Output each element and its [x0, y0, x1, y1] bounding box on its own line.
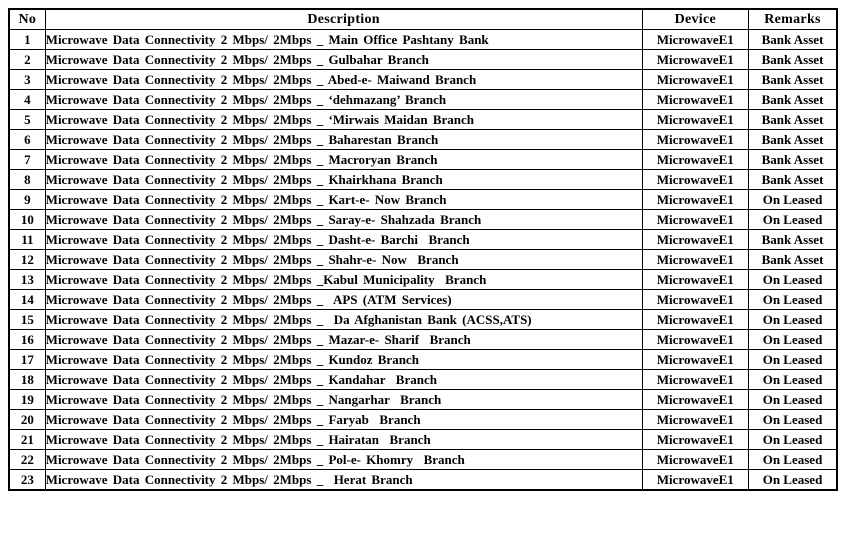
- column-header-device: Device: [642, 9, 749, 30]
- cell-description: Microwave Data Connectivity 2 Mbps/ 2Mbps _ Hairatan Branch: [45, 430, 642, 450]
- cell-device: MicrowaveE1: [642, 190, 749, 210]
- cell-device: MicrowaveE1: [642, 170, 749, 190]
- table-row: [9, 350, 837, 370]
- cell-remarks: On Leased: [749, 310, 837, 330]
- column-header-description: Description: [45, 9, 642, 30]
- cell-remarks: On Leased: [749, 350, 837, 370]
- cell-remarks: On Leased: [749, 290, 837, 310]
- cell-device: MicrowaveE1: [642, 50, 749, 70]
- column-header-remarks: Remarks: [749, 9, 837, 30]
- table-row: [9, 130, 837, 150]
- cell-description: Microwave Data Connectivity 2 Mbps/ 2Mbps _ APS (ATM Services): [45, 290, 642, 310]
- cell-description: Microwave Data Connectivity 2 Mbps/ 2Mbps _ Faryab Branch: [45, 410, 642, 430]
- cell-no: 9: [9, 190, 45, 210]
- cell-description: Microwave Data Connectivity 2 Mbps/ 2Mbps _ ‘Mirwais Maidan Branch: [45, 110, 642, 130]
- cell-no: 5: [9, 110, 45, 130]
- cell-remarks: On Leased: [749, 410, 837, 430]
- cell-device: MicrowaveE1: [642, 410, 749, 430]
- cell-no: 13: [9, 270, 45, 290]
- cell-no: 6: [9, 130, 45, 150]
- table-row: [9, 310, 837, 330]
- cell-device: MicrowaveE1: [642, 250, 749, 270]
- cell-description: Microwave Data Connectivity 2 Mbps/ 2Mbps _Kabul Municipality Branch: [45, 270, 642, 290]
- cell-device: MicrowaveE1: [642, 450, 749, 470]
- cell-device: MicrowaveE1: [642, 470, 749, 491]
- cell-no: 15: [9, 310, 45, 330]
- cell-description: Microwave Data Connectivity 2 Mbps/ 2Mbps _ Kandahar Branch: [45, 370, 642, 390]
- cell-description: Microwave Data Connectivity 2 Mbps/ 2Mbps _ Kundoz Branch: [45, 350, 642, 370]
- cell-no: 12: [9, 250, 45, 270]
- cell-description: Microwave Data Connectivity 2 Mbps/ 2Mbps _ Pol-e- Khomry Branch: [45, 450, 642, 470]
- cell-description: Microwave Data Connectivity 2 Mbps/ 2Mbps _ Gulbahar Branch: [45, 50, 642, 70]
- cell-description: Microwave Data Connectivity 2 Mbps/ 2Mbps _ Shahr-e- Now Branch: [45, 250, 642, 270]
- table-row: [9, 110, 837, 130]
- cell-no: 3: [9, 70, 45, 90]
- table-row: [9, 450, 837, 470]
- cell-device: MicrowaveE1: [642, 330, 749, 350]
- cell-description: Microwave Data Connectivity 2 Mbps/ 2Mbps _ Macroryan Branch: [45, 150, 642, 170]
- cell-description: Microwave Data Connectivity 2 Mbps/ 2Mbps _ Herat Branch: [45, 470, 642, 491]
- table-row: [9, 50, 837, 70]
- cell-no: 11: [9, 230, 45, 250]
- table-row: [9, 410, 837, 430]
- cell-remarks: On Leased: [749, 270, 837, 290]
- cell-description: Microwave Data Connectivity 2 Mbps/ 2Mbps _ Mazar-e- Sharif Branch: [45, 330, 642, 350]
- cell-device: MicrowaveE1: [642, 230, 749, 250]
- cell-description: Microwave Data Connectivity 2 Mbps/ 2Mbps _ Saray-e- Shahzada Branch: [45, 210, 642, 230]
- cell-no: 10: [9, 210, 45, 230]
- cell-device: MicrowaveE1: [642, 390, 749, 410]
- cell-description: Microwave Data Connectivity 2 Mbps/ 2Mbps _ Abed-e- Maiwand Branch: [45, 70, 642, 90]
- cell-remarks: On Leased: [749, 430, 837, 450]
- cell-no: 2: [9, 50, 45, 70]
- cell-device: MicrowaveE1: [642, 210, 749, 230]
- cell-no: 18: [9, 370, 45, 390]
- cell-no: 17: [9, 350, 45, 370]
- cell-remarks: Bank Asset: [749, 50, 837, 70]
- table-row: [9, 270, 837, 290]
- cell-no: 16: [9, 330, 45, 350]
- table-header-row: [9, 9, 837, 30]
- cell-description: Microwave Data Connectivity 2 Mbps/ 2Mbps _ Main Office Pashtany Bank: [45, 30, 642, 50]
- connectivity-table: [8, 8, 838, 491]
- cell-device: MicrowaveE1: [642, 290, 749, 310]
- cell-device: MicrowaveE1: [642, 430, 749, 450]
- table-row: [9, 250, 837, 270]
- table-row: [9, 210, 837, 230]
- table-row: [9, 170, 837, 190]
- cell-device: MicrowaveE1: [642, 110, 749, 130]
- cell-remarks: On Leased: [749, 450, 837, 470]
- cell-description: Microwave Data Connectivity 2 Mbps/ 2Mbps _ Da Afghanistan Bank (ACSS,ATS): [45, 310, 642, 330]
- cell-device: MicrowaveE1: [642, 350, 749, 370]
- cell-description: Microwave Data Connectivity 2 Mbps/ 2Mbps _ ‘dehmazang’ Branch: [45, 90, 642, 110]
- cell-remarks: Bank Asset: [749, 30, 837, 50]
- table-row: [9, 390, 837, 410]
- cell-device: MicrowaveE1: [642, 70, 749, 90]
- table-row: [9, 230, 837, 250]
- cell-no: 8: [9, 170, 45, 190]
- column-header-no: No: [9, 9, 45, 30]
- cell-remarks: On Leased: [749, 190, 837, 210]
- cell-remarks: Bank Asset: [749, 70, 837, 90]
- cell-device: MicrowaveE1: [642, 310, 749, 330]
- cell-remarks: Bank Asset: [749, 170, 837, 190]
- cell-description: Microwave Data Connectivity 2 Mbps/ 2Mbps _ Khairkhana Branch: [45, 170, 642, 190]
- cell-no: 7: [9, 150, 45, 170]
- cell-remarks: On Leased: [749, 390, 837, 410]
- cell-no: 1: [9, 30, 45, 50]
- table-row: [9, 30, 837, 50]
- cell-no: 14: [9, 290, 45, 310]
- cell-remarks: On Leased: [749, 370, 837, 390]
- table-row: [9, 330, 837, 350]
- table-row: [9, 290, 837, 310]
- cell-device: MicrowaveE1: [642, 90, 749, 110]
- cell-no: 4: [9, 90, 45, 110]
- cell-remarks: On Leased: [749, 330, 837, 350]
- cell-no: 23: [9, 470, 45, 491]
- cell-remarks: Bank Asset: [749, 110, 837, 130]
- table-row: [9, 430, 837, 450]
- table-row: [9, 190, 837, 210]
- cell-remarks: On Leased: [749, 210, 837, 230]
- cell-remarks: Bank Asset: [749, 130, 837, 150]
- cell-device: MicrowaveE1: [642, 30, 749, 50]
- cell-description: Microwave Data Connectivity 2 Mbps/ 2Mbps _ Dasht-e- Barchi Branch: [45, 230, 642, 250]
- cell-no: 22: [9, 450, 45, 470]
- cell-no: 19: [9, 390, 45, 410]
- cell-device: MicrowaveE1: [642, 130, 749, 150]
- table-row: [9, 70, 837, 90]
- cell-device: MicrowaveE1: [642, 150, 749, 170]
- cell-remarks: Bank Asset: [749, 250, 837, 270]
- cell-no: 20: [9, 410, 45, 430]
- cell-device: MicrowaveE1: [642, 270, 749, 290]
- cell-description: Microwave Data Connectivity 2 Mbps/ 2Mbps _ Nangarhar Branch: [45, 390, 642, 410]
- cell-remarks: Bank Asset: [749, 150, 837, 170]
- table-row: [9, 370, 837, 390]
- cell-remarks: Bank Asset: [749, 90, 837, 110]
- table-row: [9, 150, 837, 170]
- cell-description: Microwave Data Connectivity 2 Mbps/ 2Mbps _ Baharestan Branch: [45, 130, 642, 150]
- cell-no: 21: [9, 430, 45, 450]
- cell-device: MicrowaveE1: [642, 370, 749, 390]
- table-row: [9, 90, 837, 110]
- table-body: [9, 30, 837, 491]
- cell-remarks: Bank Asset: [749, 230, 837, 250]
- cell-description: Microwave Data Connectivity 2 Mbps/ 2Mbps _ Kart-e- Now Branch: [45, 190, 642, 210]
- table-row: [9, 470, 837, 491]
- cell-remarks: On Leased: [749, 470, 837, 491]
